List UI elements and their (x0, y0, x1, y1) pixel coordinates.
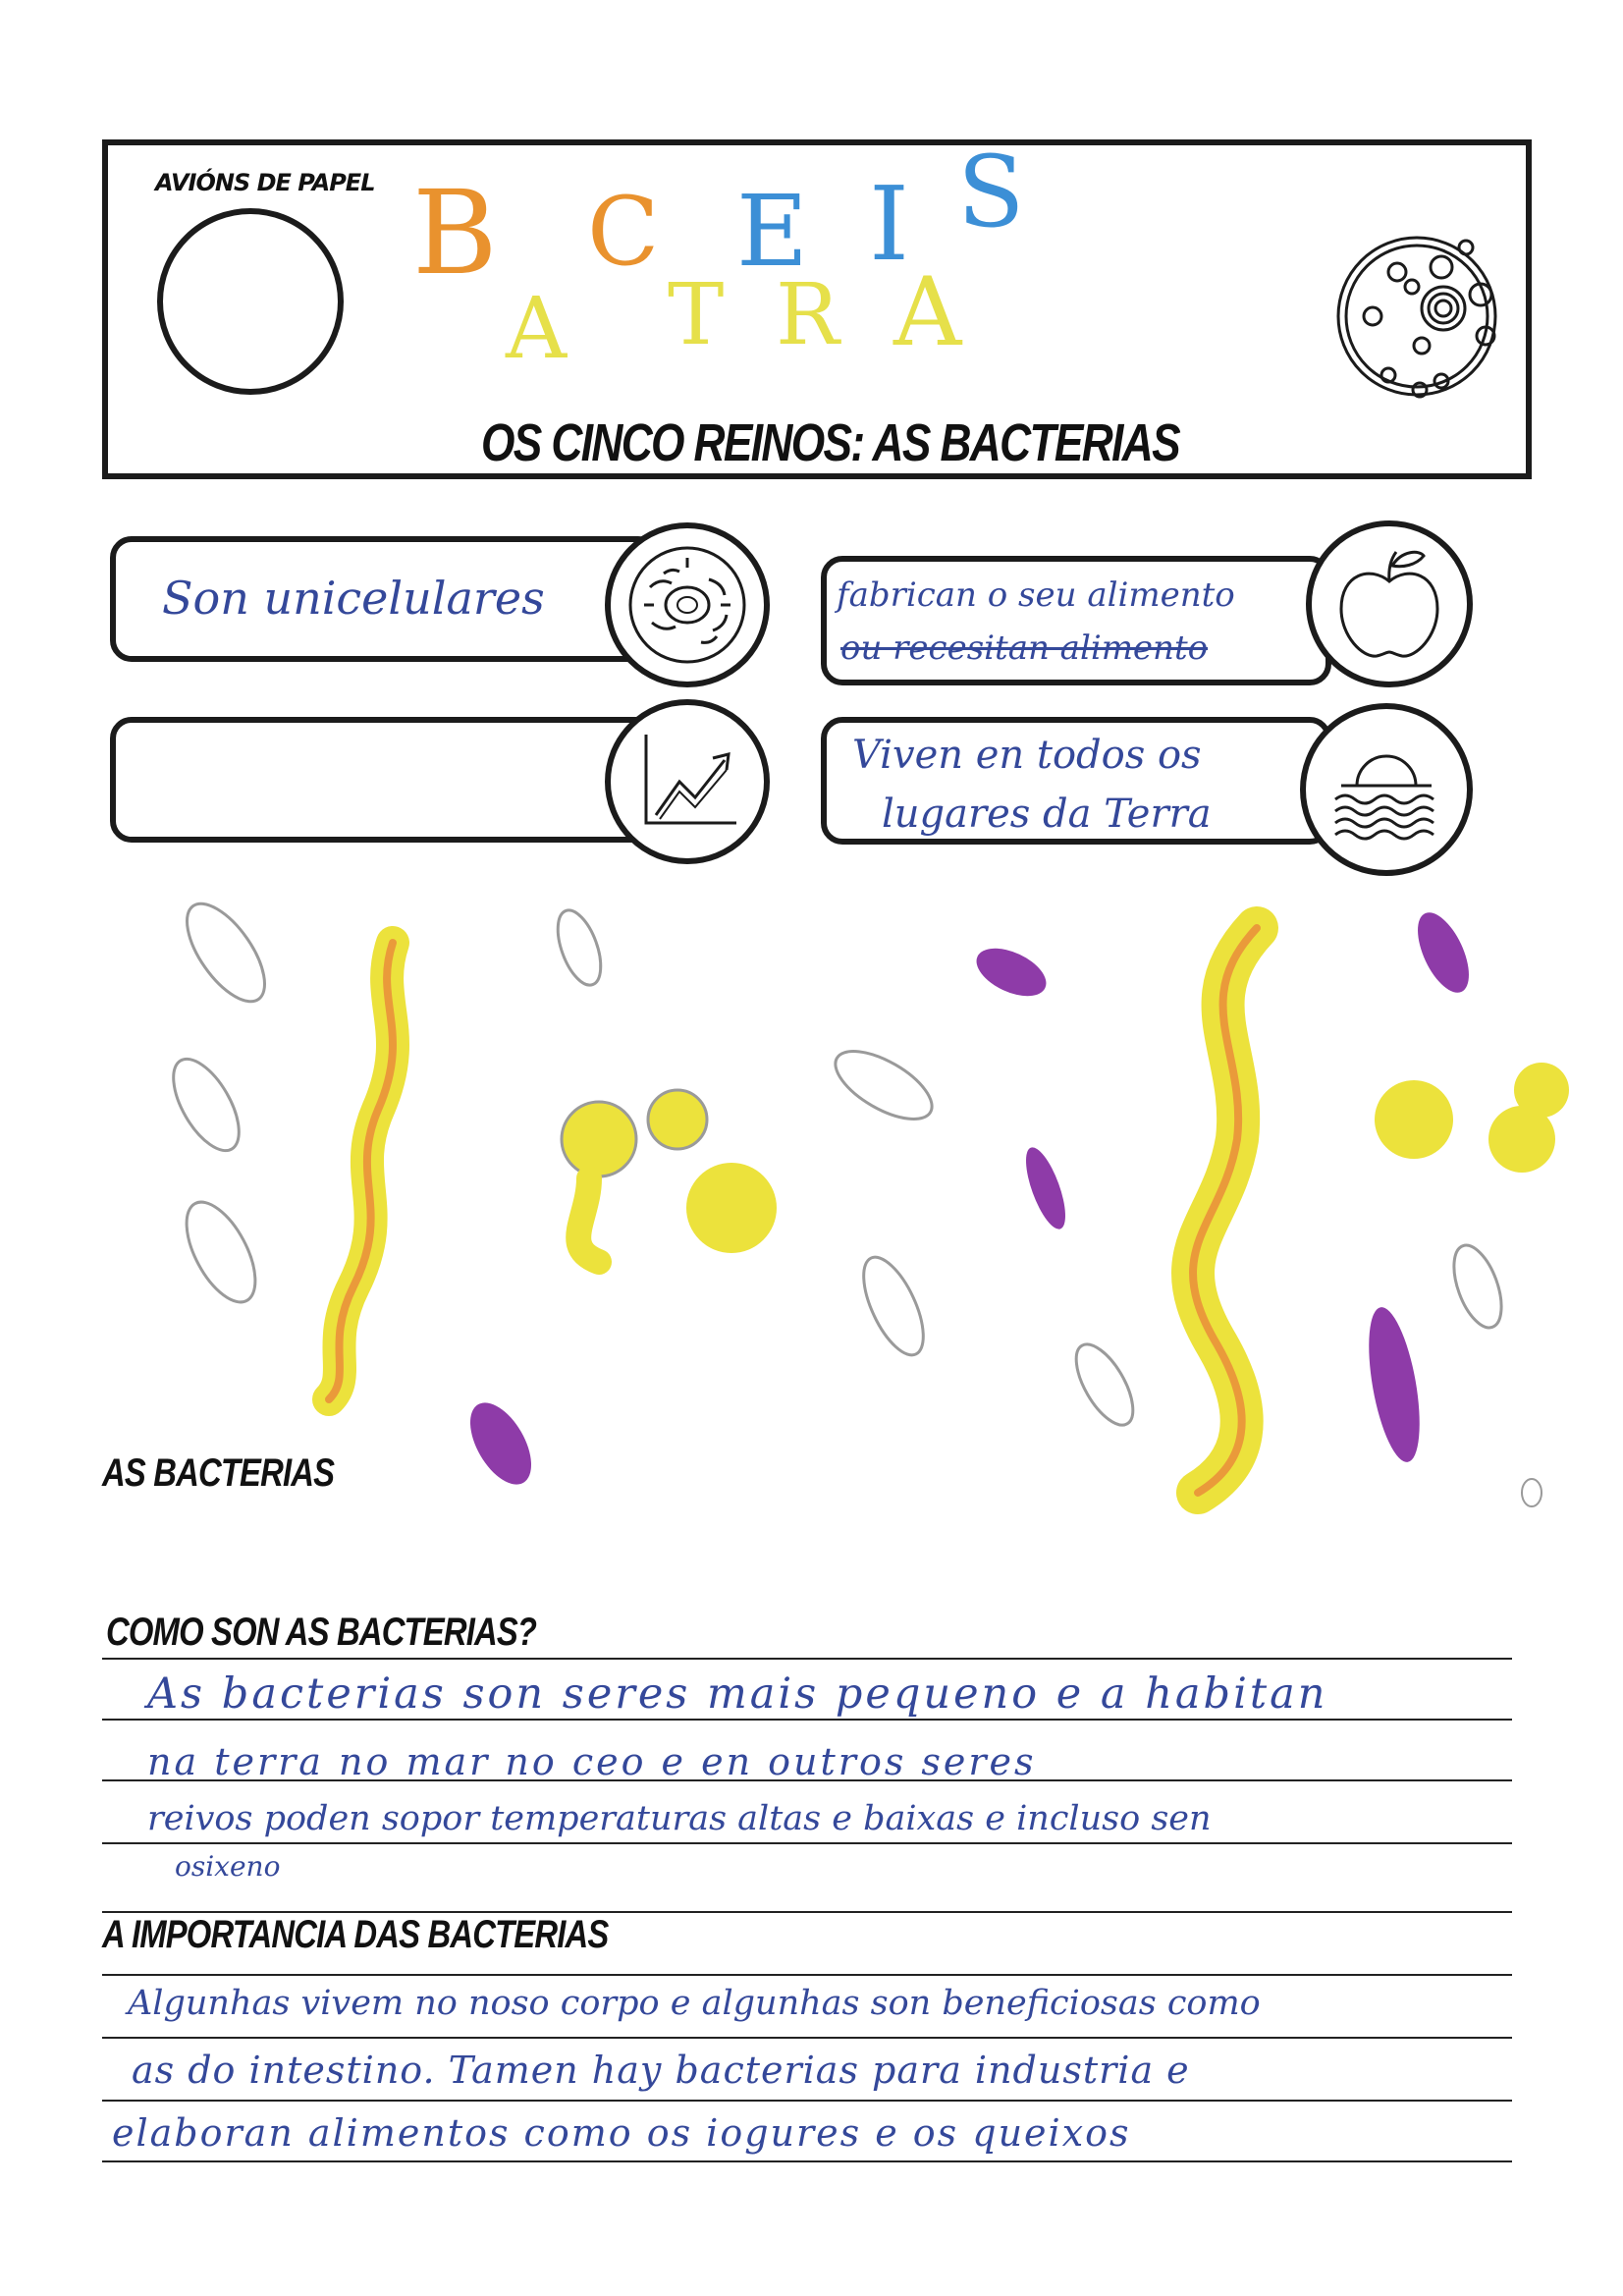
yellow-coccus-stalk (578, 1178, 599, 1262)
yellow-coccus (648, 1090, 707, 1149)
importancia-line-1: Algunhas vivem no noso corpo e algunhas son beneficiosas como (128, 1984, 1261, 2023)
title-letter-b: B (412, 165, 498, 301)
gray-bacterium (825, 1038, 942, 1133)
purple-bacillus (1359, 1303, 1429, 1465)
title-letter-a2: A (893, 257, 962, 367)
writing-line (102, 2160, 1512, 2162)
empty-circle (157, 208, 344, 395)
water-waves-icon-frame (1300, 703, 1473, 876)
gray-bacterium (160, 1049, 252, 1161)
writing-line (102, 1658, 1512, 1660)
water-waves-icon (1306, 709, 1467, 870)
info-box-habitat-line1: Viven en todos os (852, 733, 1202, 778)
yellow-coccus (562, 1102, 636, 1176)
yellow-coccus (1375, 1080, 1453, 1159)
como-son-line-1: As bacterias son seres mais pequeno e a habitan (147, 1669, 1328, 1719)
title-letter-t: T (668, 266, 725, 364)
cell-icon (611, 528, 764, 682)
purple-bacillus (1407, 905, 1479, 1001)
title-letter-r: R (776, 266, 839, 364)
info-box-unicellular-text: Son unicelulares (162, 572, 545, 625)
gray-bacterium (1444, 1239, 1511, 1334)
yellow-coccus (1514, 1063, 1569, 1118)
writing-line (102, 1719, 1512, 1721)
purple-bacillus (1018, 1143, 1073, 1233)
title-letter-i: I (869, 164, 910, 284)
como-son-line-2: na terra no mar no ceo e en outros seres (147, 1740, 1037, 1783)
apple-icon-frame (1306, 520, 1473, 687)
yellow-coccus (686, 1163, 777, 1253)
bacteria-drawing (128, 884, 1600, 1591)
growth-chart-icon (611, 705, 764, 858)
section-title-importancia: A IMPORTANCIA DAS BACTERIAS (102, 1913, 609, 1956)
gray-bacterium (173, 1191, 269, 1312)
brand-name: AVIÓNS DE PAPEL (155, 169, 375, 196)
gray-bacterium (1065, 1336, 1145, 1434)
drawing-label: AS BACTERIAS (102, 1451, 335, 1495)
gray-bacterium (851, 1249, 936, 1363)
info-box-nutrition-line1: fabrican o seu alimento (837, 575, 1235, 615)
writing-line (102, 1974, 1512, 1976)
importancia-line-2: as do intestino. Tamen hay bacterias para industria e (132, 2049, 1190, 2092)
gray-bacterium (172, 892, 279, 1014)
apple-icon (1312, 526, 1467, 682)
writing-line (102, 2100, 1512, 2102)
como-son-line-4: osixeno (175, 1850, 281, 1883)
growth-chart-icon-frame (605, 699, 770, 864)
como-son-line-3: reivos poden sopor temperaturas altas e baixas e incluso sen (147, 1799, 1212, 1838)
title-letter-s: S (957, 135, 1025, 249)
cell-icon-frame (605, 522, 770, 687)
writing-line (102, 2037, 1512, 2039)
info-box-nutrition-line2: ou recesitan alimento (840, 629, 1209, 668)
purple-bacillus (458, 1393, 544, 1495)
title-letter-a1: A (506, 280, 568, 378)
section-title-como-son: COMO SON AS BACTERIAS? (106, 1611, 537, 1654)
importancia-line-3: elaboran alimentos como os iogures e os queixos (112, 2111, 1131, 2155)
gray-bacterium (1522, 1479, 1542, 1506)
info-box-growth (110, 717, 660, 843)
info-box-habitat-line2: lugares da Terra (882, 792, 1212, 837)
title-letter-c: C (587, 177, 660, 287)
purple-bacillus (969, 939, 1054, 1006)
page-title: OS CINCO REINOS: AS BACTERIAS (481, 413, 1180, 472)
gray-bacterium (549, 904, 609, 990)
writing-line (102, 1842, 1512, 1844)
title-letter-e: E (736, 174, 808, 289)
petri-dish-icon (1333, 189, 1500, 454)
